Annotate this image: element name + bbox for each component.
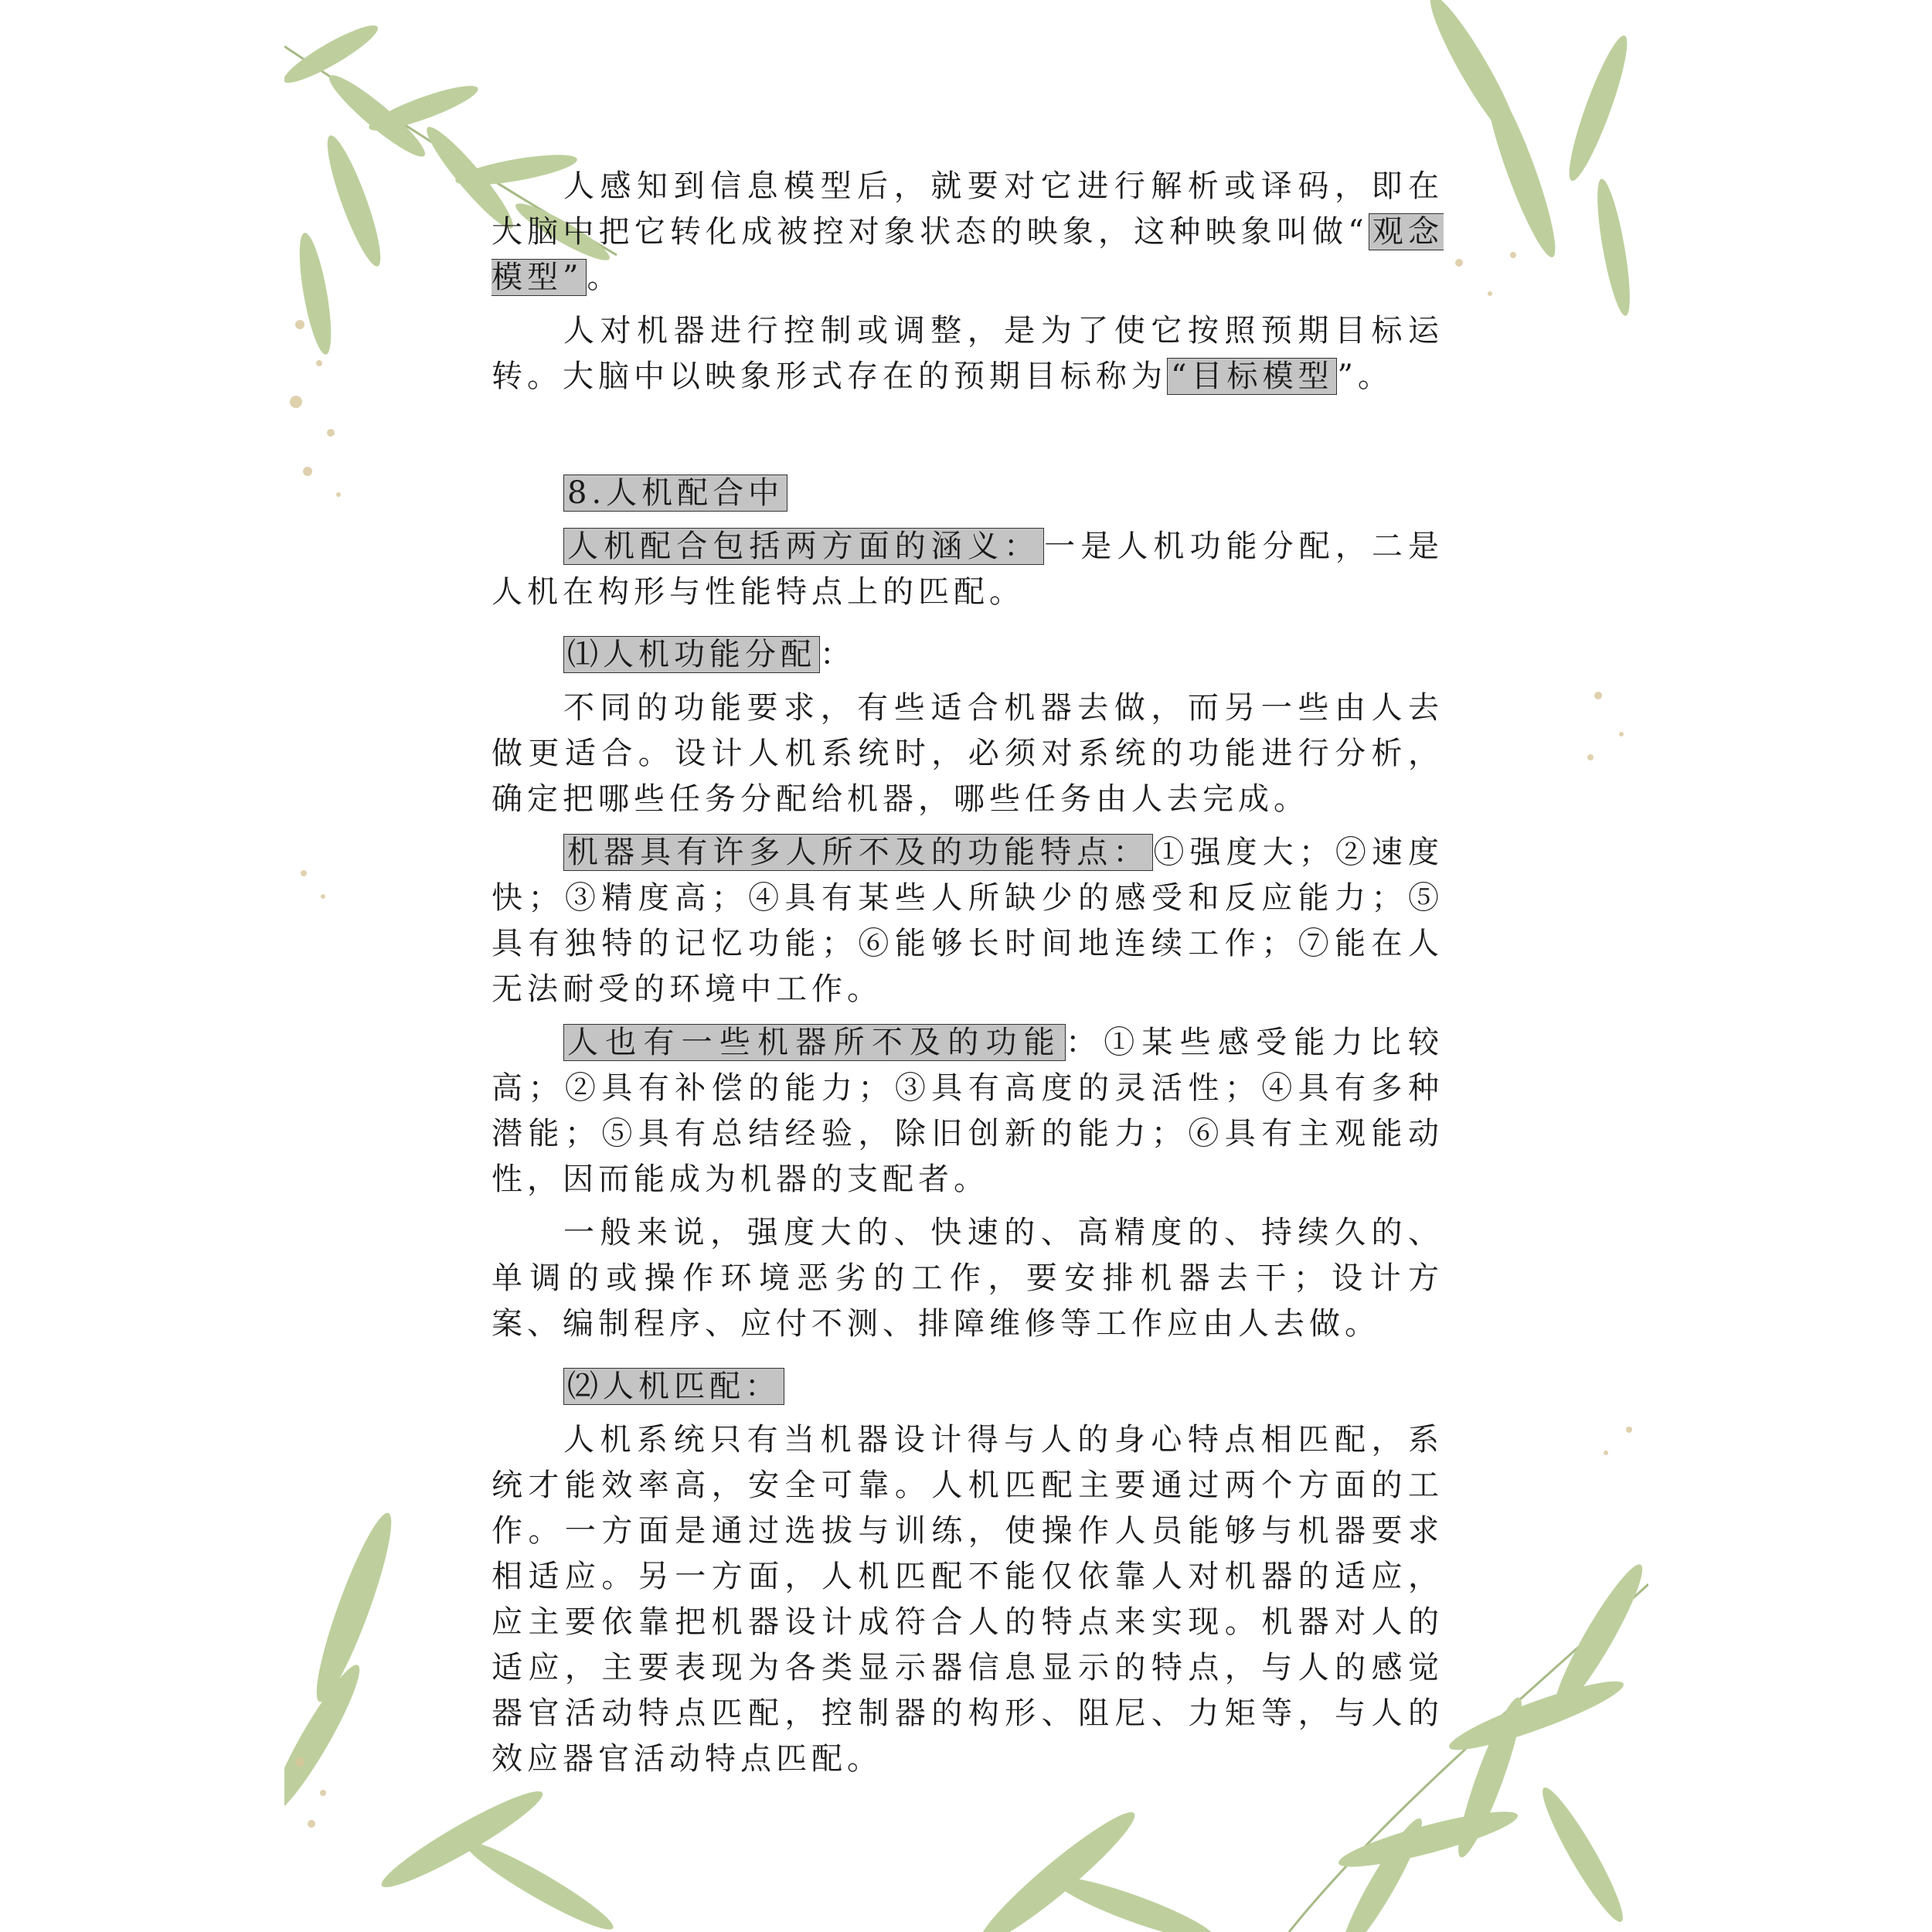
paragraph-text: 。 bbox=[587, 260, 623, 295]
paragraph-task-division: 一般来说，强度大的、快速的、高精度的、持续久的、单调的或操作环境恶劣的工作，要安排机器去干；设计方案、编制程序、应付不测、排障维修等工作应由人去做。 bbox=[492, 1215, 1444, 1342]
paragraph-concept-model bbox=[492, 164, 1444, 301]
highlighted-term: 人机配合包括两方面的涵义： bbox=[563, 528, 1044, 565]
paragraph-human-machine-matching: 人机系统只有当机器设计得与人的身心特点相匹配，系统才能效率高，安全可靠。人机匹配主要通过两个方面的工作。一方面是通过选拔与训练，使操作人员能够与机器要求相适应。另一方面，人机匹配不能仅依靠人对机器的适应，应主要依靠把机器设计成符合人的特点来实现。机器对人的适应，主要表现为各类显示器信息显示的特点，与人的感觉器官活动特点匹配，控制器的构形、阻尼、力矩等，与人的效应器官活动特点匹配。 bbox=[492, 1422, 1444, 1777]
document-body bbox=[492, 164, 1444, 1790]
highlighted-term: “目标模型 bbox=[1167, 358, 1337, 395]
paragraph-machine-advantages bbox=[492, 830, 1444, 1012]
highlighted-term: 观念模型” bbox=[492, 214, 1444, 295]
paragraph-text: ：①某些感受能力比较高；②具有补偿的能力；③具有高度的灵活性；④具有多种潜能；⑤具有总结经验，除旧创新的能力；⑥具有主观能动性，因而能成为机器的支配者。 bbox=[492, 1025, 1444, 1197]
section-heading-8 bbox=[492, 471, 1444, 516]
paragraph-function-requirements: 不同的功能要求，有些适合机器去做，而另一些由人去做更适合。设计人机系统时，必须对系统的功能进行分析，确定把哪些任务分配给机器，哪些任务由人去完成。 bbox=[492, 690, 1444, 817]
paragraph-text: ①强度大；②速度快；③精度高；④具有某些人所缺少的感受和反应能力；⑤具有独特的记忆功能；⑥能够长时间地连续工作；⑦能在人无法耐受的环境中工作。 bbox=[492, 835, 1444, 1007]
subheading-function-allocation bbox=[492, 632, 1444, 678]
document-page bbox=[284, 0, 1648, 1932]
paragraph-text: 人对机器进行控制或调整，是为了使它按照预期目标运转。大脑中以映象形式存在的预期目标称为 bbox=[492, 313, 1444, 394]
paragraph-text: 人感知到信息模型后，就要对它进行解析或译码，即在大脑中把它转化成被控对象状态的映象，这种映象叫做“ bbox=[492, 168, 1444, 250]
paragraph-text: ”。 bbox=[1337, 359, 1393, 394]
subheading-matching bbox=[492, 1364, 1444, 1410]
paragraph-human-advantages bbox=[492, 1020, 1444, 1202]
highlighted-term: 机器具有许多人所不及的功能特点： bbox=[563, 834, 1153, 871]
highlighted-term: 人也有一些机器所不及的功能 bbox=[563, 1024, 1066, 1061]
heading-suffix: ： bbox=[820, 637, 855, 672]
paragraph-goal-model bbox=[492, 308, 1444, 400]
paragraph-text: 一是人机功能分配，二是人机在构形与性能特点上的匹配。 bbox=[492, 529, 1444, 610]
highlighted-heading: ⑴人机功能分配 bbox=[563, 636, 820, 673]
highlighted-heading: 8.人机配合中 bbox=[563, 474, 787, 512]
paragraph-cooperation-meaning bbox=[492, 524, 1444, 615]
highlighted-heading: ⑵人机匹配： bbox=[563, 1368, 784, 1405]
